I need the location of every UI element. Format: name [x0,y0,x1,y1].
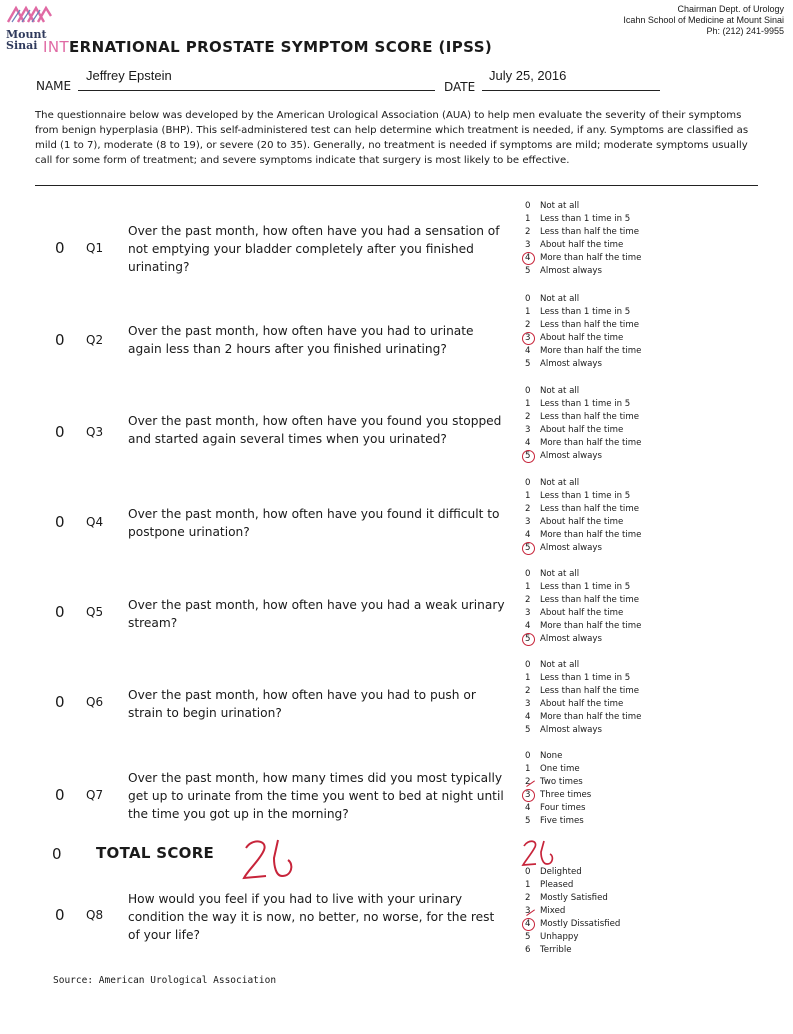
answer-option-number: 3 [525,699,531,709]
question-text: Over the past month, how often have you had a sensation of not emptying your bladder completely after you finished urinating? [128,224,500,274]
answer-option[interactable] [525,516,641,529]
answer-option[interactable] [525,659,641,672]
answer-option-number: 3 [525,517,531,527]
answer-option-label: Less than half the time [540,595,639,605]
answer-option-number: 0 [525,867,531,877]
answer-option-label: Not at all [540,660,580,670]
answer-option[interactable] [525,293,641,306]
answer-option-number: 5 [525,932,531,942]
answer-option-number: 5 [525,634,531,644]
answer-option-number: 4 [525,253,531,263]
date-value: July 25, 2016 [489,68,567,83]
answer-option-label: About half the time [540,425,624,435]
answer-option-number: 5 [525,359,531,369]
answer-option[interactable] [525,226,641,239]
answer-option-number: 0 [525,386,531,396]
answer-option-number: 3 [525,425,531,435]
answer-option-number: 2 [525,686,531,696]
answer-option-label: None [540,751,563,761]
question-score: 0 [55,331,65,349]
answer-option-number: 5 [525,451,531,461]
header-school: Icahn School of Medicine at Mount Sinai [623,15,784,25]
answer-option[interactable] [525,789,591,802]
selected-circle-mark [522,789,535,802]
answer-option[interactable] [525,685,641,698]
answer-options [525,477,641,555]
answer-option-label: More than half the time [540,253,642,263]
answer-option[interactable] [525,503,641,516]
question-score: 0 [55,423,65,441]
answer-option-label: Not at all [540,386,580,396]
question-score: 0 [55,906,65,924]
answer-option-number: 4 [525,530,531,540]
answer-option-label: Terrible [540,945,572,955]
answer-option[interactable] [525,398,641,411]
answer-option[interactable] [525,672,641,685]
answer-option-number: 3 [525,240,531,250]
answer-option[interactable] [525,332,641,345]
answer-option-number: 2 [525,412,531,422]
name-label: NAME [36,79,72,93]
answer-option-number: 2 [525,777,531,787]
answer-options [525,568,641,646]
handwritten-total-25-margin [520,838,560,868]
answer-option-label: Less than half the time [540,227,639,237]
answer-option-label: Less than half the time [540,504,639,514]
question-score: 0 [55,693,65,711]
answer-option-label: Less than 1 time in 5 [540,491,631,501]
header-contact [623,4,784,37]
question-number: Q6 [86,695,104,709]
answer-option-number: 3 [525,608,531,618]
answer-option-number: 2 [525,504,531,514]
answer-option-label: One time [540,764,580,774]
answer-option-number: 4 [525,712,531,722]
answer-option-number: 0 [525,751,531,761]
question-score: 0 [55,603,65,621]
answer-option-label: About half the time [540,333,624,343]
answer-option-label: More than half the time [540,346,642,356]
answer-option[interactable] [525,776,591,789]
divider [35,185,758,186]
selected-circle-mark [522,332,535,345]
answer-option[interactable] [525,306,641,319]
answer-option-number: 4 [525,346,531,356]
question-number: Q4 [86,515,104,529]
answer-option-label: Less than 1 time in 5 [540,673,631,683]
question-text: Over the past month, how often have you had to push or strain to begin urination? [128,688,476,720]
answer-option[interactable] [525,437,641,450]
answer-option-number: 0 [525,569,531,579]
question-text: Over the past month, how often have you found you stopped and started again several times when you urinated? [128,414,502,446]
answer-option-label: Less than 1 time in 5 [540,214,631,224]
answer-option-number: 2 [525,227,531,237]
selected-circle-mark [522,252,535,265]
answer-option-label: Almost always [540,543,602,553]
answer-option[interactable] [525,411,641,424]
answer-option-number: 2 [525,320,531,330]
answer-option-label: Almost always [540,359,602,369]
answer-option[interactable] [525,477,641,490]
answer-option-number: 4 [525,919,531,929]
answer-option[interactable] [525,918,620,931]
answer-option[interactable] [525,815,591,828]
answer-option-label: Mostly Satisfied [540,893,608,903]
answer-option[interactable] [525,607,641,620]
answer-option-label: Less than half the time [540,686,639,696]
answer-option-label: Less than 1 time in 5 [540,582,631,592]
answer-option[interactable] [525,905,620,918]
answer-option[interactable] [525,763,591,776]
answer-option-label: Unhappy [540,932,579,942]
question-score: 0 [55,786,65,804]
name-value: Jeffrey Epstein [86,68,172,83]
answer-option-number: 1 [525,399,531,409]
selected-circle-mark [522,542,535,555]
question-number: Q7 [86,788,104,802]
answer-option-number: 1 [525,582,531,592]
date-line [482,90,660,91]
header-dept: Chairman Dept. of Urology [677,4,784,14]
answer-option[interactable] [525,698,641,711]
answer-option-number: 1 [525,214,531,224]
answer-option-label: More than half the time [540,712,642,722]
answer-options [525,866,620,957]
question-text: How would you feel if you had to live with your urinary condition the way it is now, no better, no worse, for the rest of your life? [128,892,495,942]
answer-option-number: 0 [525,201,531,211]
answer-option[interactable] [525,750,591,763]
answer-option-label: More than half the time [540,621,642,631]
source-note: Source: American Urological Association [53,975,277,986]
logo-mark-icon [6,4,52,24]
answer-option-number: 3 [525,333,531,343]
question-text: Over the past month, how often have you found it difficult to postpone urination? [128,507,500,539]
answer-option-number: 4 [525,438,531,448]
answer-options [525,385,641,463]
question-number: Q3 [86,425,104,439]
answer-option-label: Two times [540,777,583,787]
answer-option[interactable] [525,345,641,358]
question-text: Over the past month, how often have you had a weak urinary stream? [128,598,505,630]
answer-option[interactable] [525,529,641,542]
question-score: 0 [55,513,65,531]
answer-option-label: More than half the time [540,438,642,448]
answer-option-label: Less than 1 time in 5 [540,399,631,409]
answer-option-label: About half the time [540,240,624,250]
answer-options [525,293,641,371]
total-score-label: TOTAL SCORE [96,844,215,862]
answer-option[interactable] [525,944,620,957]
question-number: Q2 [86,333,104,347]
answer-option-label: Almost always [540,451,602,461]
answer-option-label: Three times [540,790,592,800]
answer-option[interactable] [525,931,620,944]
question-score: 0 [55,239,65,257]
answer-option-label: Delighted [540,867,582,877]
answer-option[interactable] [525,358,641,371]
answer-option-label: About half the time [540,608,624,618]
answer-option[interactable] [525,200,641,213]
answer-option-label: Not at all [540,201,580,211]
answer-option-number: 1 [525,673,531,683]
answer-option[interactable] [525,385,641,398]
answer-option-number: 3 [525,790,531,800]
answer-option-label: About half the time [540,699,624,709]
answer-option[interactable] [525,879,620,892]
answer-option[interactable] [525,711,641,724]
answer-option-number: 1 [525,491,531,501]
page-title [43,38,492,56]
answer-option-label: Almost always [540,725,602,735]
answer-option[interactable] [525,424,641,437]
question-text: Over the past month, how many times did you most typically get up to urinate from the time you went to bed at night until the time you got up in the morning? [128,771,504,821]
title-prefix: INT [43,38,70,56]
answer-option[interactable] [525,724,641,737]
answer-option-number: 6 [525,945,531,955]
header-phone: Ph: (212) 241-9955 [706,26,784,36]
answer-option-label: More than half the time [540,530,642,540]
answer-option-label: Mostly Dissatisfied [540,919,621,929]
answer-option-number: 1 [525,307,531,317]
question-number: Q1 [86,241,104,255]
answer-option[interactable] [525,450,641,463]
date-label: DATE [444,80,476,94]
answer-option-label: Less than half the time [540,320,639,330]
answer-option-number: 4 [525,803,531,813]
answer-option-number: 5 [525,266,531,276]
logo-text-sinai: Sinai [6,39,38,52]
answer-option-label: About half the time [540,517,624,527]
answer-option-label: Five times [540,816,584,826]
answer-option-label: Less than half the time [540,412,639,422]
answer-option[interactable] [525,239,641,252]
answer-option-label: Pleased [540,880,574,890]
title-rest: ERNATIONAL PROSTATE SYMPTOM SCORE (IPSS) [69,38,493,56]
answer-option[interactable] [525,620,641,633]
answer-option-label: Almost always [540,634,602,644]
answer-option[interactable] [525,802,591,815]
answer-option[interactable] [525,213,641,226]
answer-option-number: 2 [525,595,531,605]
answer-option[interactable] [525,319,641,332]
answer-option-number: 5 [525,543,531,553]
answer-option-number: 5 [525,816,531,826]
answer-option-label: Mixed [540,906,566,916]
answer-option-label: Four times [540,803,586,813]
question-number: Q8 [86,908,104,922]
name-line [78,90,435,91]
answer-option-number: 0 [525,294,531,304]
answer-option[interactable] [525,594,641,607]
question-number: Q5 [86,605,104,619]
answer-option-number: 1 [525,764,531,774]
answer-options [525,200,641,278]
answer-option-label: Almost always [540,266,602,276]
answer-options [525,659,641,737]
answer-option[interactable] [525,568,641,581]
intro-paragraph: The questionnaire below was developed by the American Urological Association (AUA) to help men evaluate the severity of their symptoms from benign hyperplasia (BHP). This self-administered test can help determine which treatment is needed, if any. Symptoms are classified as mild (1 to 7), moderate (8 to 19), or severe (20 to 35). Generally, no treatment is needed if symptoms are mild; moderate symptoms usually call for some form of treatment; and severe symptoms indicate that surgery is most likely to be effective. [35,110,749,166]
answer-option-number: 2 [525,893,531,903]
answer-option-label: Less than 1 time in 5 [540,307,631,317]
answer-option[interactable] [525,265,641,278]
answer-option-number: 0 [525,478,531,488]
total-score-value: 0 [52,845,62,863]
answer-option-label: Not at all [540,294,580,304]
selected-circle-mark [522,633,535,646]
answer-option-number: 0 [525,660,531,670]
answer-option-label: Not at all [540,569,580,579]
answer-option-number: 4 [525,621,531,631]
answer-option[interactable] [525,581,641,594]
answer-option-label: Not at all [540,478,580,488]
question-text: Over the past month, how often have you had to urinate again less than 2 hours after you finished urinating? [128,324,474,356]
answer-option-number: 3 [525,906,531,916]
answer-option-number: 1 [525,880,531,890]
answer-option[interactable] [525,542,641,555]
answer-option-number: 5 [525,725,531,735]
answer-option[interactable] [525,490,641,503]
logo-text-mount: Mount [6,28,47,41]
answer-option[interactable] [525,252,641,265]
selected-circle-mark [522,450,535,463]
answer-option[interactable] [525,633,641,646]
answer-options [525,750,591,828]
selected-circle-mark [522,918,535,931]
handwritten-total-25 [238,836,308,882]
answer-option[interactable] [525,892,620,905]
